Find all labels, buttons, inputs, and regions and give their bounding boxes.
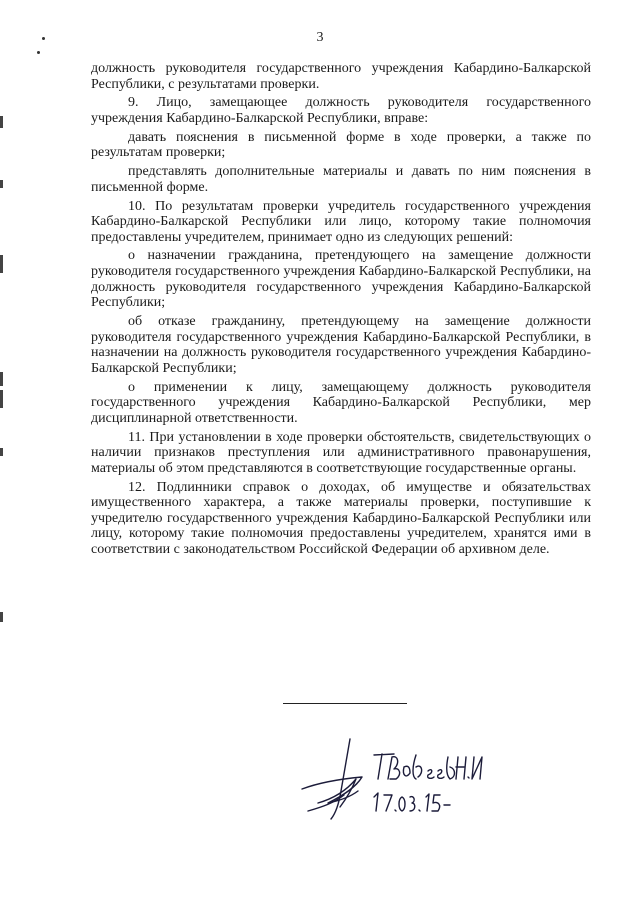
paragraph-10-item-1: о назначении гражданина, претендующего на замещение должности руководителя государственного учреждения Кабардино-Балкарской Республики, на должность руководителя государственного учреждения Кабардино-Балкарской Республики; xyxy=(91,248,591,311)
paragraph-9-item-1: давать пояснения в письменной форме в ходе проверки, а также по результатам проверки; xyxy=(91,129,591,161)
scan-edge-mark xyxy=(0,180,3,188)
scan-edge-mark xyxy=(0,116,3,128)
scan-edge-mark xyxy=(0,255,3,273)
scan-speck xyxy=(37,51,40,54)
scan-edge-mark xyxy=(0,372,3,386)
paragraph-9-item-2: представлять дополнительные материалы и давать по ним пояснения в письменной форме. xyxy=(91,164,591,195)
scan-edge-mark xyxy=(0,448,3,456)
paragraph-10-item-3: о применении к лицу, замещающему должность руководителя государственного учреждения Кабардино-Балкарской Республики, мер дисциплинарной ответственности. xyxy=(91,379,591,426)
paragraph-10: 10. По результатам проверки учредитель государственного учреждения Кабардино-Балкарской Республики или лицо, которому такие полномочия предоставлены учредителем, принимает одно из следующих решений: xyxy=(91,198,591,245)
scan-edge-mark xyxy=(0,612,3,622)
page-number: 3 xyxy=(316,30,324,45)
handwritten-signature xyxy=(298,733,488,823)
signature-line xyxy=(283,703,407,704)
paragraph-9: 9. Лицо, замещающее должность руководителя государственного учреждения Кабардино-Балкарской Республики, вправе: xyxy=(91,95,591,126)
paragraph-10-item-2: об отказе гражданину, претендующему на замещение должности руководителя государственного учреждения Кабардино-Балкарской Республики, в назначении на должность руководителя государственного учреждения Кабардино-Балкарской Республики; xyxy=(91,314,591,376)
paragraph-12: 12. Подлинники справок о доходах, об имуществе и обязательствах имущественного характера, а также материалы проверки, поступившие к учредителю государственного учреждения Кабардино-Балкарской Республики или лицу, которому такие полномочия предоставлены учредителем, хранятся ими в соответствии с законодательством Российской Федерации об архивном деле. xyxy=(91,479,591,557)
scan-speck xyxy=(42,37,45,40)
scan-edge-mark xyxy=(0,390,3,408)
paragraph-11: 11. При установлении в ходе проверки обстоятельств, свидетельствующих о наличии признаков преступления или административного правонарушения, материалы об этом представляются в соответствующие государственные органы. xyxy=(91,429,591,476)
paragraph-continuation: должность руководителя государственного учреждения Кабардино-Балкарской Республики, с результатами проверки. xyxy=(91,61,591,92)
document-body xyxy=(91,61,591,561)
